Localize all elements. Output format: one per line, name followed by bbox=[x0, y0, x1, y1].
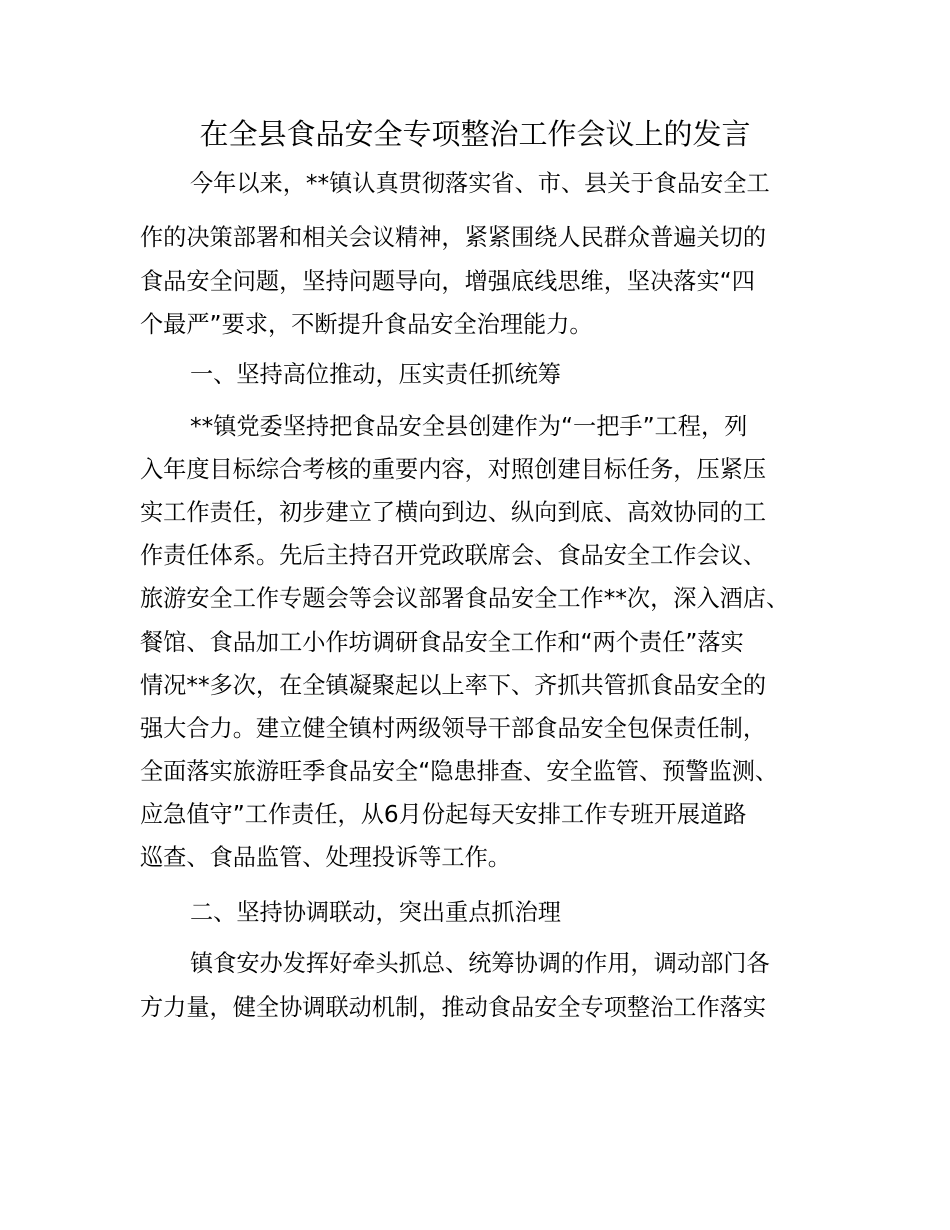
paragraph-line: 应急值守”工作责任，从6月份起每天安排工作专班开展道路 bbox=[140, 801, 747, 828]
paragraph-line: 餐馆、食品加工小作坊调研食品安全工作和“两个责任”落实 bbox=[140, 629, 744, 656]
document-title: 在全县食品安全专项整治工作会议上的发言 bbox=[199, 117, 751, 151]
paragraph-line: 全面落实旅游旺季食品安全“隐患排查、安全监管、预警监测、 bbox=[140, 758, 779, 785]
section-heading: 一、坚持高位推动，压实责任抓统筹 bbox=[190, 361, 561, 388]
paragraph-line: 作责任体系。先后主持召开党政联席会、食品安全工作会议、 bbox=[140, 542, 767, 569]
paragraph-line: **镇党委坚持把食品安全县创建作为“一把手”工程，列 bbox=[190, 413, 748, 440]
paragraph-line: 个最严”要求，不断提升食品安全治理能力。 bbox=[140, 311, 593, 338]
paragraph-line: 实工作责任，初步建立了横向到边、纵向到底、高效协同的工 bbox=[140, 499, 767, 526]
paragraph-line: 作的决策部署和相关会议精神，紧紧围绕人民群众普遍关切的 bbox=[140, 224, 767, 251]
paragraph-line: 旅游安全工作专题会等会议部署食品安全工作**次，深入酒店、 bbox=[140, 585, 790, 612]
paragraph-line: 方力量，健全协调联动机制，推动食品安全专项整治工作落实 bbox=[140, 994, 767, 1021]
section-heading: 二、坚持协调联动，突出重点抓治理 bbox=[190, 899, 561, 926]
paragraph-line: 强大合力。建立健全镇村两级领导干部食品安全包保责任制， bbox=[140, 715, 767, 742]
paragraph-line: 今年以来，**镇认真贯彻落实省、市、县关于食品安全工 bbox=[190, 170, 770, 197]
paragraph-line: 巡查、食品监管、处理投诉等工作。 bbox=[140, 844, 511, 871]
paragraph-line: 食品安全问题，坚持问题导向，增强底线思维，坚决落实“四 bbox=[140, 268, 755, 295]
paragraph-line: 情况**多次，在全镇凝聚起以上率下、齐抓共管抓食品安全的 bbox=[140, 672, 767, 699]
paragraph-line: 镇食安办发挥好牵头抓总、统筹协调的作用，调动部门各 bbox=[190, 950, 770, 977]
paragraph-line: 入年度目标综合考核的重要内容，对照创建目标任务，压紧压 bbox=[140, 456, 767, 483]
